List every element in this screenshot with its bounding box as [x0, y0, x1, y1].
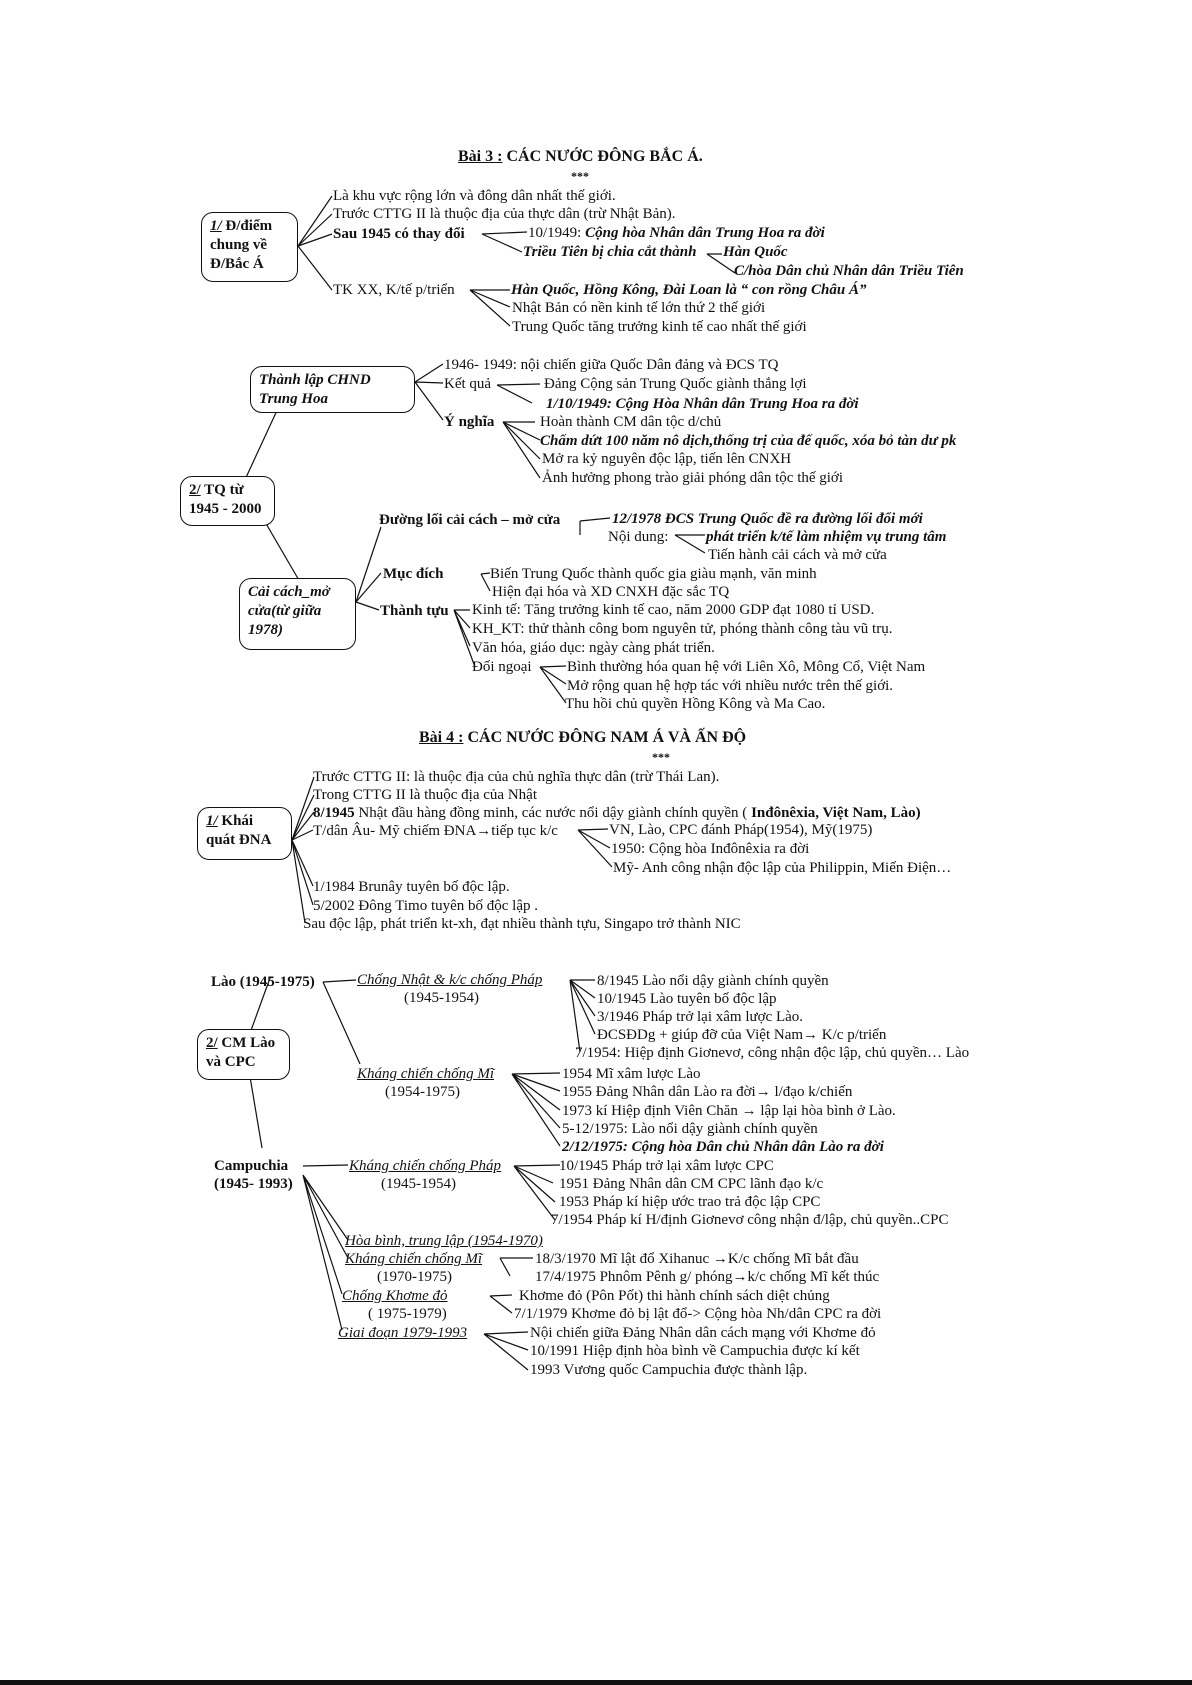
list-item: 1/10/1949: Cộng Hòa Nhân dân Trung Hoa ra đời [546, 396, 859, 412]
list-item: Ý nghĩa [444, 414, 495, 430]
lesson3-stars: *** [571, 169, 589, 183]
node-title-line2: và CPC [206, 1054, 256, 1070]
list-item: 10/1991 Hiệp định hòa bình về Campuchia được kí kết [530, 1343, 860, 1359]
laos-heading: Lào (1945-1975) [211, 974, 315, 990]
node-title: Thành lập CHND [259, 372, 371, 388]
list-item: Hàn Quốc [723, 244, 788, 260]
cambodia-phase-1: Kháng chiến chống Pháp [349, 1158, 502, 1174]
list-item: Đối ngoại [472, 659, 532, 675]
node-title: TQ từ [200, 482, 244, 498]
node-title-line2: Trung Hoa [259, 391, 329, 407]
list-item: Ảnh hưởng phong trào giải phóng dân tộc thế giới [542, 470, 844, 486]
lesson4-stars: *** [652, 750, 670, 764]
node-title: CM Lào [217, 1035, 276, 1051]
node-number: 2/ [189, 482, 201, 498]
node-title-line2: quát ĐNA [206, 832, 272, 848]
cambodia-phase-3-years: (1970-1975) [377, 1269, 452, 1285]
cambodia-phase-4: Chống Khơme đỏ [342, 1288, 448, 1304]
list-item: Nội chiến giữa Đảng Nhân dân cách mạng với Khơme đỏ [530, 1325, 876, 1341]
node-title: Đ/điểm [221, 218, 273, 234]
list-item: Triều Tiên bị chia cắt thành [523, 244, 697, 260]
list-item-countries: Inđônêxia, Việt Nam, Lào) [751, 805, 921, 821]
list-item: 18/3/1970 Mĩ lật đổ Xihanuc →K/c chống Mĩ bắt đầu [535, 1251, 859, 1267]
cambodia-phase-3: Kháng chiến chống Mĩ [345, 1251, 483, 1267]
list-item: Hoàn thành CM dân tộc d/chủ [540, 414, 722, 430]
lesson4-title-rest: CÁC NƯỚC ĐÔNG NAM Á VÀ ẤN ĐỘ [463, 729, 747, 746]
list-item: Kết quả [444, 376, 492, 392]
node-title: Cải cách_mở [248, 584, 330, 600]
list-item: Nội dung: [608, 529, 669, 545]
lesson4-title-prefix: Bài 4 : [419, 729, 464, 746]
list-item-date: 10/1949: [528, 225, 586, 241]
list-item: 10/1945 Lào tuyên bố độc lập [597, 991, 777, 1007]
list-item: Biến Trung Quốc thành quốc gia giàu mạnh, văn minh [490, 566, 817, 582]
laos-phase-2-years: (1954-1975) [385, 1084, 460, 1100]
node-title-line2: cửa(từ giữa [248, 603, 322, 619]
cambodia-phase-4-years: ( 1975-1979) [368, 1306, 447, 1322]
list-item: 12/1978 ĐCS Trung Quốc đề ra đường lối đổi mới [612, 511, 923, 527]
list-item: 3/1946 Pháp trở lại xâm lược Lào. [597, 1009, 804, 1025]
list-item: C/hòa Dân chủ Nhân dân Triều Tiên [734, 263, 964, 279]
list-item: Mở ra kỷ nguyên độc lập, tiến lên CNXH [542, 451, 792, 467]
list-item: Thành tựu [380, 603, 449, 619]
list-item: 1973 kí Hiệp định Viên Chăn → lập lại hòa bình ở Lào. [562, 1103, 896, 1119]
list-item: Đảng Cộng sản Trung Quốc giành thắng lợi [544, 376, 807, 392]
list-item: Kinh tế: Tăng trưởng kinh tế cao, năm 2000 GDP đạt 1080 tỉ USD. [472, 602, 875, 618]
list-item: Hiện đại hóa và XD CNXH đặc sắc TQ [492, 584, 730, 600]
cambodia-phase-5: Giai đoạn 1979-1993 [338, 1325, 468, 1341]
node-sea-overview [197, 807, 292, 860]
list-item: VN, Lào, CPC đánh Pháp(1954), Mỹ(1975) [609, 822, 873, 838]
list-item: 2/12/1975: Cộng hòa Dân chủ Nhân dân Lào ra đời [562, 1139, 884, 1155]
node-title-line3: Đ/Bắc Á [210, 256, 264, 272]
list-item: KH_KT: thử thành công bom nguyên tử, phóng thành công tàu vũ trụ. [472, 621, 893, 637]
list-item: Nhật Bản có nền kinh tế lớn thứ 2 thế giới [512, 300, 766, 316]
list-item: 1993 Vương quốc Campuchia được thành lập. [530, 1362, 808, 1378]
list-item: TK XX, K/tế p/triển [333, 282, 455, 298]
list-item: 17/4/1975 Phnôm Pênh g/ phóng→k/c chống Mĩ kết thúc [535, 1269, 880, 1285]
list-item: Bình thường hóa quan hệ với Liên Xô, Mông Cổ, Việt Nam [567, 659, 926, 675]
list-item: Chấm dứt 100 năm nô dịch,thống trị của đế quốc, xóa bỏ tàn dư pk [540, 433, 957, 449]
list-item: 1955 Đảng Nhân dân Lào ra đời→ l/đạo k/chiến [562, 1084, 853, 1100]
list-item: Trung Quốc tăng trưởng kinh tế cao nhất thế giới [512, 319, 807, 335]
list-item: 7/1954: Hiệp định Giơnevơ, công nhận độc lập, chủ quyền… Lào [575, 1045, 970, 1061]
list-item: Mỹ- Anh công nhận độc lập của Philippin, Miến Điện… [613, 860, 952, 876]
cambodia-heading: Campuchia [214, 1158, 289, 1174]
list-item: Trước CTTG II: là thuộc địa của chủ nghĩa thực dân (trừ Thái Lan). [313, 769, 720, 785]
node-title-line3: 1978) [248, 622, 283, 638]
list-item: Trong CTTG II là thuộc địa của Nhật [313, 787, 537, 803]
list-item: Khơme đỏ (Pôn Pốt) thi hành chính sách diệt chủng [519, 1288, 830, 1304]
list-item: ĐCSĐDg + giúp đỡ của Việt Nam→ K/c p/triển [597, 1027, 887, 1043]
list-item: 5/2002 Đông Timo tuyên bố độc lập . [313, 898, 539, 914]
list-item: Là khu vực rộng lớn và đông dân nhất thế giới. [333, 188, 616, 204]
lesson3-title-rest: CÁC NƯỚC ĐÔNG BẮC Á. [502, 148, 703, 165]
list-item: 1946- 1949: nội chiến giữa Quốc Dân đảng và ĐCS TQ [444, 357, 779, 373]
node-number: 1/ [210, 218, 222, 234]
laos-phase-1-years: (1945-1954) [404, 990, 479, 1006]
list-item: 1951 Đảng Nhân dân CM CPC lãnh đạo k/c [559, 1176, 824, 1192]
node-prc-founding [250, 366, 415, 413]
list-item: phát triển k/tế làm nhiệm vụ trung tâm [706, 529, 947, 545]
list-item: T/dân Âu- Mỹ chiếm ĐNA→tiếp tục k/c [313, 823, 558, 839]
list-item: Mục đích [383, 566, 444, 582]
list-item-text: Nhật đầu hàng đồng minh, các nước nổi dậy giành chính quyền ( [354, 805, 752, 821]
laos-phase-1: Chống Nhật & k/c chống Pháp [357, 972, 543, 988]
node-title-line2: 1945 - 2000 [189, 501, 262, 517]
node-dong-bac-a-features [201, 212, 298, 282]
list-item: Đường lối cải cách – mở cửa [379, 512, 561, 528]
lesson3-title [458, 148, 703, 166]
node-reform-opening [239, 578, 356, 650]
node-laos-cambodia-revolution [197, 1029, 290, 1080]
cambodia-phase-2: Hòa bình, trung lập (1954-1970) [345, 1233, 543, 1249]
lesson4-title [419, 729, 746, 747]
list-item: 7/1954 Pháp kí H/định Giơnevơ công nhận đ/lập, chủ quyền..CPC [551, 1212, 949, 1228]
list-item: Mở rộng quan hệ hợp tác với nhiều nước trên thế giới. [567, 678, 894, 694]
list-item: 1/1984 Brunây tuyên bố độc lập. [313, 879, 510, 895]
cambodia-phase-1-years: (1945-1954) [381, 1176, 456, 1192]
node-title-line2: chung về [210, 237, 268, 253]
node-number: 2/ [206, 1035, 218, 1051]
list-item: Sau 1945 có thay đổi [333, 226, 465, 242]
list-item [528, 224, 825, 242]
list-item: Hàn Quốc, Hồng Kông, Đài Loan là “ con rồng Châu Á” [511, 282, 867, 298]
list-item: Thu hồi chủ quyền Hồng Kông và Ma Cao. [565, 696, 826, 712]
list-item: Tiến hành cải cách và mở cửa [708, 547, 887, 563]
page-bottom-border [0, 1680, 1192, 1685]
list-item [313, 804, 921, 822]
list-item: 8/1945 Lào nổi dậy giành chính quyền [597, 973, 829, 989]
list-item: 1953 Pháp kí hiệp ước trao trả độc lập CPC [559, 1194, 821, 1210]
list-item: Sau độc lập, phát triển kt-xh, đạt nhiều thành tựu, Singapo trở thành NIC [303, 916, 741, 932]
list-item: Văn hóa, giáo dục: ngày càng phát triển. [472, 640, 715, 656]
list-item-text: Cộng hòa Nhân dân Trung Hoa ra đời [585, 225, 825, 241]
list-item: 1950: Cộng hòa Inđônêxia ra đời [611, 841, 810, 857]
node-number: 1/ [206, 813, 218, 829]
node-china-1945-2000 [180, 476, 275, 526]
node-title: Khái [217, 813, 254, 829]
list-item: 1954 Mĩ xâm lược Lào [562, 1066, 701, 1082]
lesson3-title-prefix: Bài 3 : [458, 148, 503, 165]
list-item: Trước CTTG II là thuộc địa của thực dân (trừ Nhật Bản). [333, 206, 676, 222]
cambodia-years: (1945- 1993) [214, 1176, 293, 1192]
list-item-date: 8/1945 [313, 805, 355, 821]
list-item: 10/1945 Pháp trở lại xâm lược CPC [559, 1158, 774, 1174]
list-item: 7/1/1979 Khơme đỏ bị lật đổ-> Cộng hòa Nh/dân CPC ra đời [514, 1306, 882, 1322]
list-item: 5-12/1975: Lào nổi dậy giành chính quyền [562, 1121, 818, 1137]
laos-phase-2: Kháng chiến chống Mĩ [357, 1066, 495, 1082]
